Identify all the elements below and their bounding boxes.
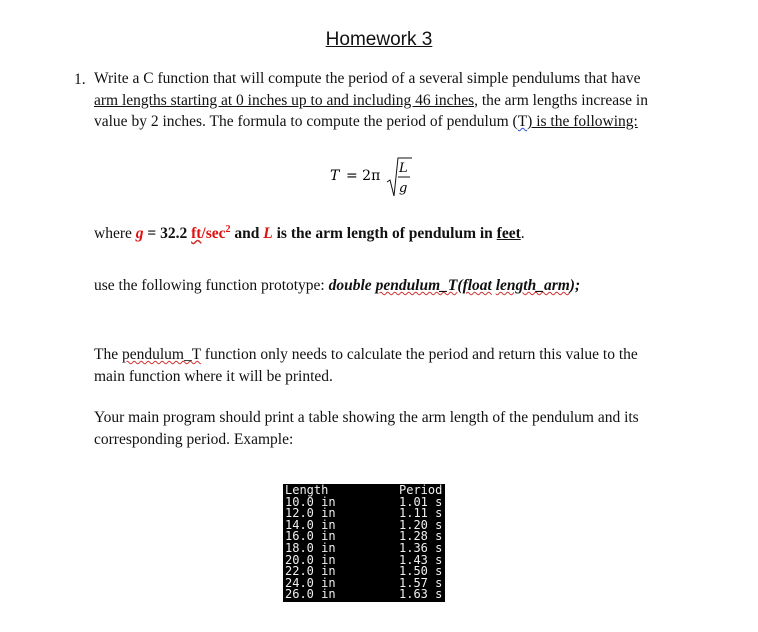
table-row: 14.0 in xyxy=(285,517,336,532)
problem-line-3-b: ) is the following: xyxy=(527,113,638,130)
pendulum-formula xyxy=(330,152,450,202)
table-row: 1.43 s xyxy=(399,552,443,567)
period-symbol: T xyxy=(517,113,528,130)
unit-exponent: 2 xyxy=(225,224,231,235)
main-desc-line-1: Your main program should print a table showing the arm length of the pendulum and its xyxy=(94,409,639,426)
table-row: 12.0 in xyxy=(285,506,336,521)
table-row: 10.0 in xyxy=(285,494,336,509)
problem-line-2-rest: the arm lengths increase in xyxy=(477,91,648,109)
length-column xyxy=(285,485,336,601)
function-desc-line-1 xyxy=(94,344,714,366)
question-number: 1. xyxy=(74,71,86,88)
proto-paren-close: ); xyxy=(569,277,581,294)
table-row: 1.57 s xyxy=(399,575,443,590)
proto-paren-open: ( xyxy=(457,277,463,294)
length-symbol: L xyxy=(263,225,273,243)
proto-function-name: pendulum_T xyxy=(375,277,458,294)
problem-line-3 xyxy=(94,111,714,133)
function-desc-b: function only needs to calculate the period and return this value to the xyxy=(200,346,638,363)
table-row: 1.01 s xyxy=(399,494,443,509)
function-desc-line-2: main function where it will be printed. xyxy=(94,367,333,385)
formula-denominator: g xyxy=(399,181,408,196)
gravity-value: = 32.2 xyxy=(143,225,192,243)
table-row: 1.28 s xyxy=(399,529,443,544)
table-row: 1.63 s xyxy=(399,587,443,602)
page-title xyxy=(0,29,758,51)
formula-numerator: L xyxy=(399,161,408,176)
table-row: 18.0 in xyxy=(285,540,336,555)
table-row: 26.0 in xyxy=(285,587,336,602)
proto-param-type: float xyxy=(462,277,492,294)
where-line xyxy=(94,219,714,245)
unit-ft: ft xyxy=(191,225,202,243)
arm-length-desc: is the arm length of pendulum in xyxy=(272,225,497,243)
main-desc-line-2: corresponding period. Example: xyxy=(94,430,294,448)
prototype-prefix: use the following function prototype: xyxy=(94,277,329,294)
table-row: 1.11 s xyxy=(399,506,443,521)
function-description xyxy=(94,344,714,387)
table-row: 22.0 in xyxy=(285,564,336,579)
function-desc-a: The xyxy=(94,346,122,363)
unit-sec: /sec xyxy=(201,225,226,243)
function-desc-name: pendulum_T xyxy=(121,346,201,363)
table-row: 16.0 in xyxy=(285,529,336,544)
title-text: Homework 3 xyxy=(325,29,433,50)
period-column xyxy=(399,485,442,601)
table-row: 1.36 s xyxy=(399,540,443,555)
length-header: Length xyxy=(285,484,329,497)
main-description xyxy=(94,407,714,450)
prototype-line xyxy=(94,275,714,297)
and-text: and xyxy=(230,225,264,243)
problem-line-2 xyxy=(94,90,714,112)
problem-line-1: Write a C function that will compute the period of a several simple pendulums that have xyxy=(94,70,641,87)
proto-return-type: double xyxy=(328,277,376,294)
table-row: 1.20 s xyxy=(399,517,443,532)
gravity-symbol: g xyxy=(135,225,144,243)
table-row: 24.0 in xyxy=(285,575,336,590)
period-header: Period xyxy=(399,484,443,497)
feet-unit: feet xyxy=(496,225,521,243)
where-end: . xyxy=(520,225,525,243)
table-row: 1.50 s xyxy=(399,564,443,579)
where-text: where xyxy=(94,225,136,243)
table-row: 20.0 in xyxy=(285,552,336,567)
example-output-terminal xyxy=(283,484,445,602)
arm-length-range: arm lengths starting at 0 inches up to and including 46 inches, xyxy=(94,91,478,109)
problem-statement xyxy=(94,68,714,133)
problem-line-3-a: value by 2 inches. The formula to compute the period of pendulum ( xyxy=(94,113,518,130)
formula-equals: = 2π xyxy=(346,168,381,184)
formula-lhs: T xyxy=(330,168,340,184)
proto-param-name: length_arm xyxy=(495,277,570,294)
